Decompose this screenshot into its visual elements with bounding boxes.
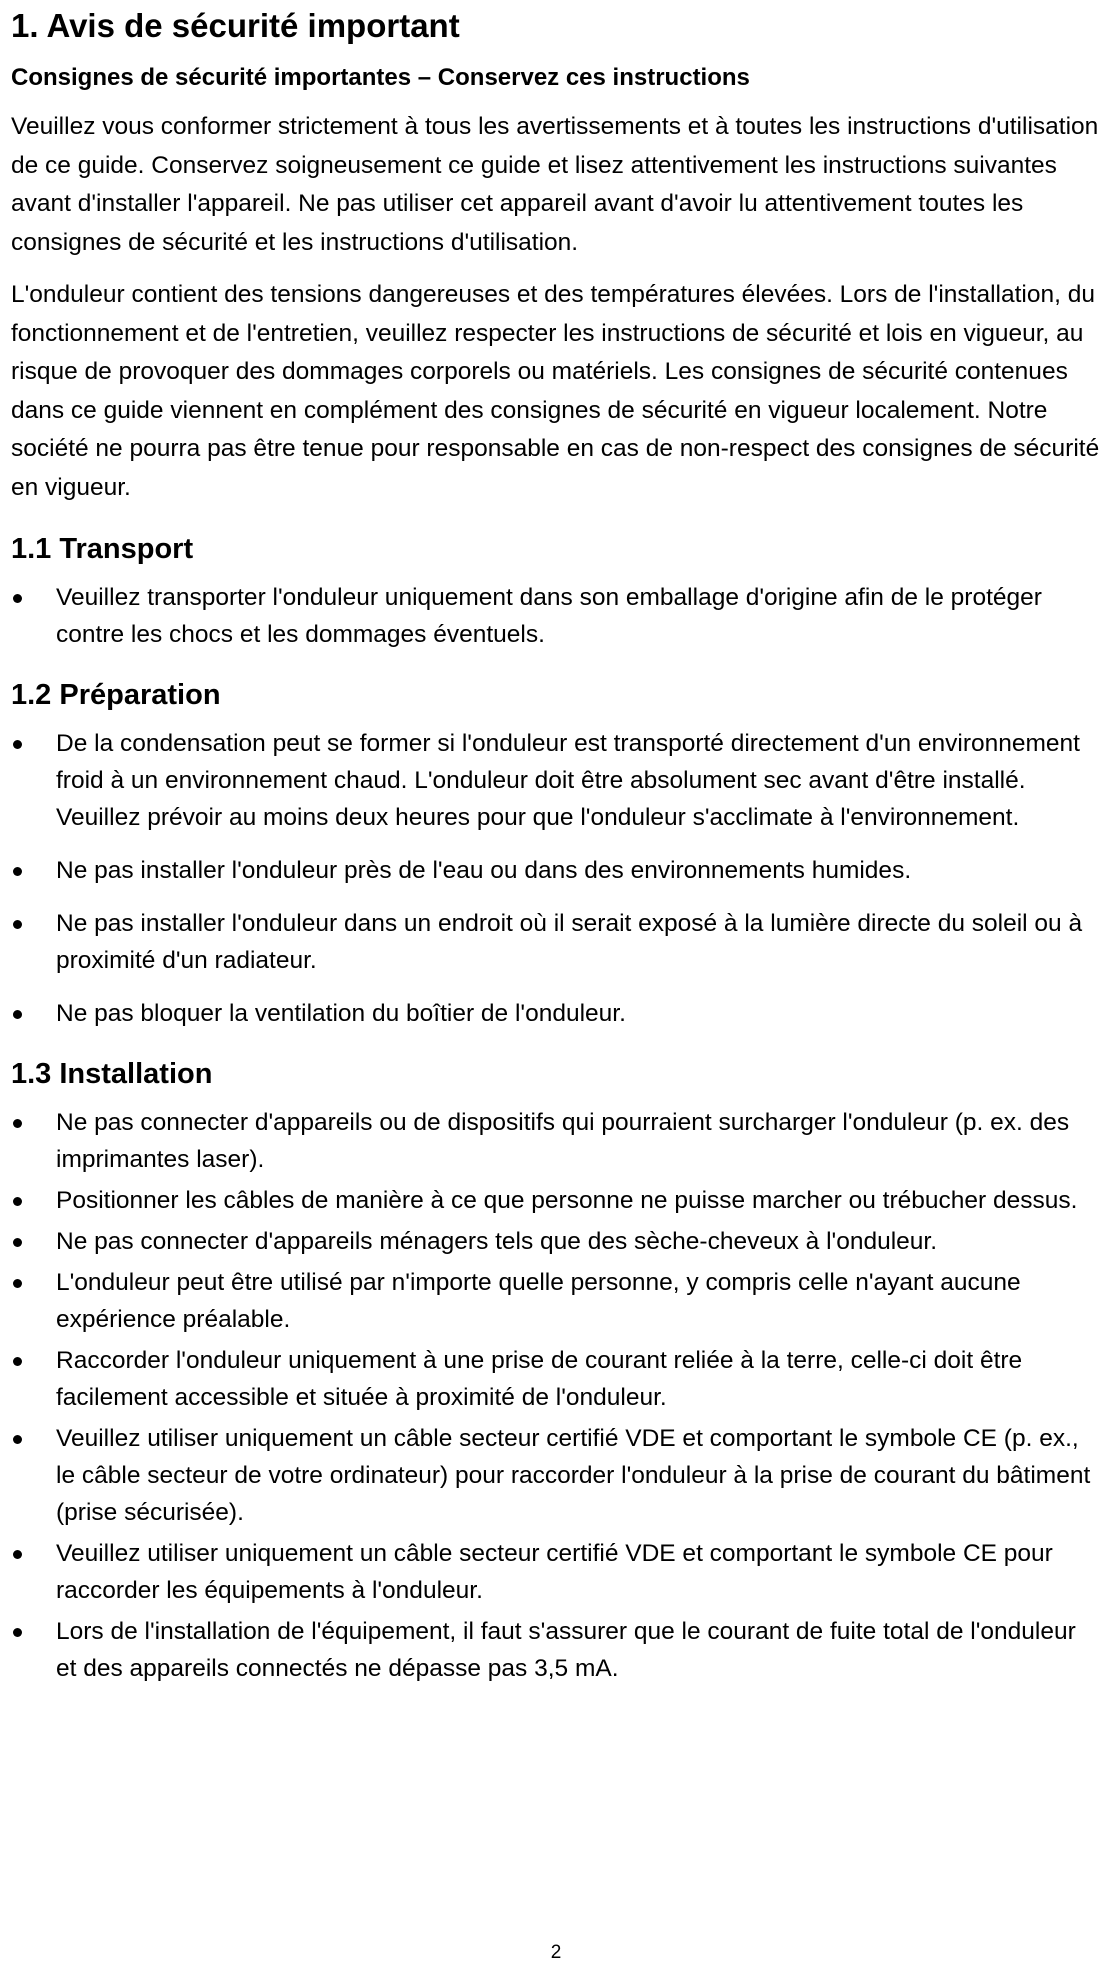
section-heading-installation: 1.3 Installation — [11, 1058, 213, 1090]
bullet-icon — [13, 1357, 22, 1366]
list-item-text: Veuillez utiliser uniquement un câble secteur certifié VDE et comportant le symbole CE (p. ex., le câble secteur de votre ordinateur) pour raccorder l'onduleur à la prise de courant du bâtiment (prise sécurisée). — [56, 1425, 1091, 1526]
bullet-icon — [13, 1197, 22, 1206]
list-item — [11, 1104, 1101, 1178]
list-item — [11, 1535, 1101, 1609]
list-item — [11, 1223, 1101, 1260]
list-item — [11, 725, 1101, 836]
page-number: 2 — [550, 1942, 562, 1963]
transport-list — [11, 579, 1101, 653]
page-title: 1. Avis de sécurité important — [11, 7, 460, 44]
section-heading-transport: 1.1 Transport — [11, 533, 194, 565]
bullet-icon — [13, 1628, 22, 1637]
list-item-text: Veuillez utiliser uniquement un câble secteur certifié VDE et comportant le symbole CE pour raccorder les équipements à l'onduleur. — [56, 1540, 1053, 1604]
warning-paragraph: L'onduleur contient des tensions dangereuses et des températures élevées. Lors de l'installation, du fonctionnement et de l'entretien, veuillez respecter les instructions de sécurité et lois en vigueur, au risque de provoquer des dommages corporels ou matériels. Les consignes de sécurité contenues dans ce guide viennent en complément des consignes de sécurité en vigueur localement. Notre société ne pourra pas être tenue pour responsable en cas de non-respect des consignes de sécurité en vigueur. — [11, 281, 1100, 501]
bullet-icon — [13, 867, 22, 876]
bullet-icon — [13, 1238, 22, 1247]
bullet-icon — [13, 594, 22, 603]
list-item — [11, 852, 1101, 889]
list-item-text: Lors de l'installation de l'équipement, il faut s'assurer que le courant de fuite total de l'onduleur et des appareils connectés ne dépasse pas 3,5 mA. — [56, 1618, 1076, 1682]
bullet-icon — [13, 1435, 22, 1444]
bullet-icon — [13, 1010, 22, 1019]
list-item — [11, 1613, 1101, 1687]
installation-list — [11, 1104, 1101, 1687]
bullet-icon — [13, 1279, 22, 1288]
list-item-text: De la condensation peut se former si l'onduleur est transporté directement d'un environnement froid à un environnement chaud. L'onduleur doit être absolument sec avant d'être installé. Veuillez prévoir au moins deux heures pour que l'onduleur s'acclimate à l'environnement. — [56, 730, 1080, 831]
bullet-icon — [13, 920, 22, 929]
list-item-text: Ne pas bloquer la ventilation du boîtier de l'onduleur. — [56, 1000, 626, 1027]
bullet-icon — [13, 1550, 22, 1559]
section-heading-preparation: 1.2 Préparation — [11, 679, 221, 711]
list-item — [11, 905, 1101, 979]
list-item — [11, 579, 1101, 653]
intro-paragraph: Veuillez vous conformer strictement à tous les avertissements et à toutes les instructions d'utilisation de ce guide. Conservez soigneusement ce guide et lisez attentivement les instructions suivantes avant d'installer l'appareil. Ne pas utiliser cet appareil avant d'avoir lu attentivement toutes les consignes de sécurité et les instructions d'utilisation. — [11, 113, 1099, 256]
list-item-text: Raccorder l'onduleur uniquement à une prise de courant reliée à la terre, celle-ci doit être facilement accessible et située à proximité de l'onduleur. — [56, 1347, 1023, 1411]
list-item — [11, 1420, 1101, 1531]
bullet-icon — [13, 740, 22, 749]
list-item — [11, 995, 1101, 1032]
list-item — [11, 1264, 1101, 1338]
list-item-text: Ne pas connecter d'appareils ménagers tels que des sèche-cheveux à l'onduleur. — [56, 1228, 938, 1255]
list-item-text: Ne pas connecter d'appareils ou de dispositifs qui pourraient surcharger l'onduleur (p. ex. des imprimantes laser). — [56, 1109, 1070, 1173]
bullet-icon — [13, 1119, 22, 1128]
list-item — [11, 1182, 1101, 1219]
list-item-text: Positionner les câbles de manière à ce que personne ne puisse marcher ou trébucher dessus. — [56, 1187, 1078, 1214]
preparation-list — [11, 725, 1101, 1032]
list-item-text: Ne pas installer l'onduleur dans un endroit où il serait exposé à la lumière directe du soleil ou à proximité d'un radiateur. — [56, 910, 1083, 974]
list-item — [11, 1342, 1101, 1416]
list-item-text: L'onduleur peut être utilisé par n'importe quelle personne, y compris celle n'ayant aucune expérience préalable. — [56, 1269, 1021, 1333]
page-subtitle: Consignes de sécurité importantes – Conservez ces instructions — [11, 64, 750, 91]
list-item-text: Ne pas installer l'onduleur près de l'eau ou dans des environnements humides. — [56, 857, 912, 884]
list-item-text: Veuillez transporter l'onduleur uniquement dans son emballage d'origine afin de le protéger contre les chocs et les dommages éventuels. — [56, 584, 1042, 648]
document-page — [11, 0, 1101, 1981]
